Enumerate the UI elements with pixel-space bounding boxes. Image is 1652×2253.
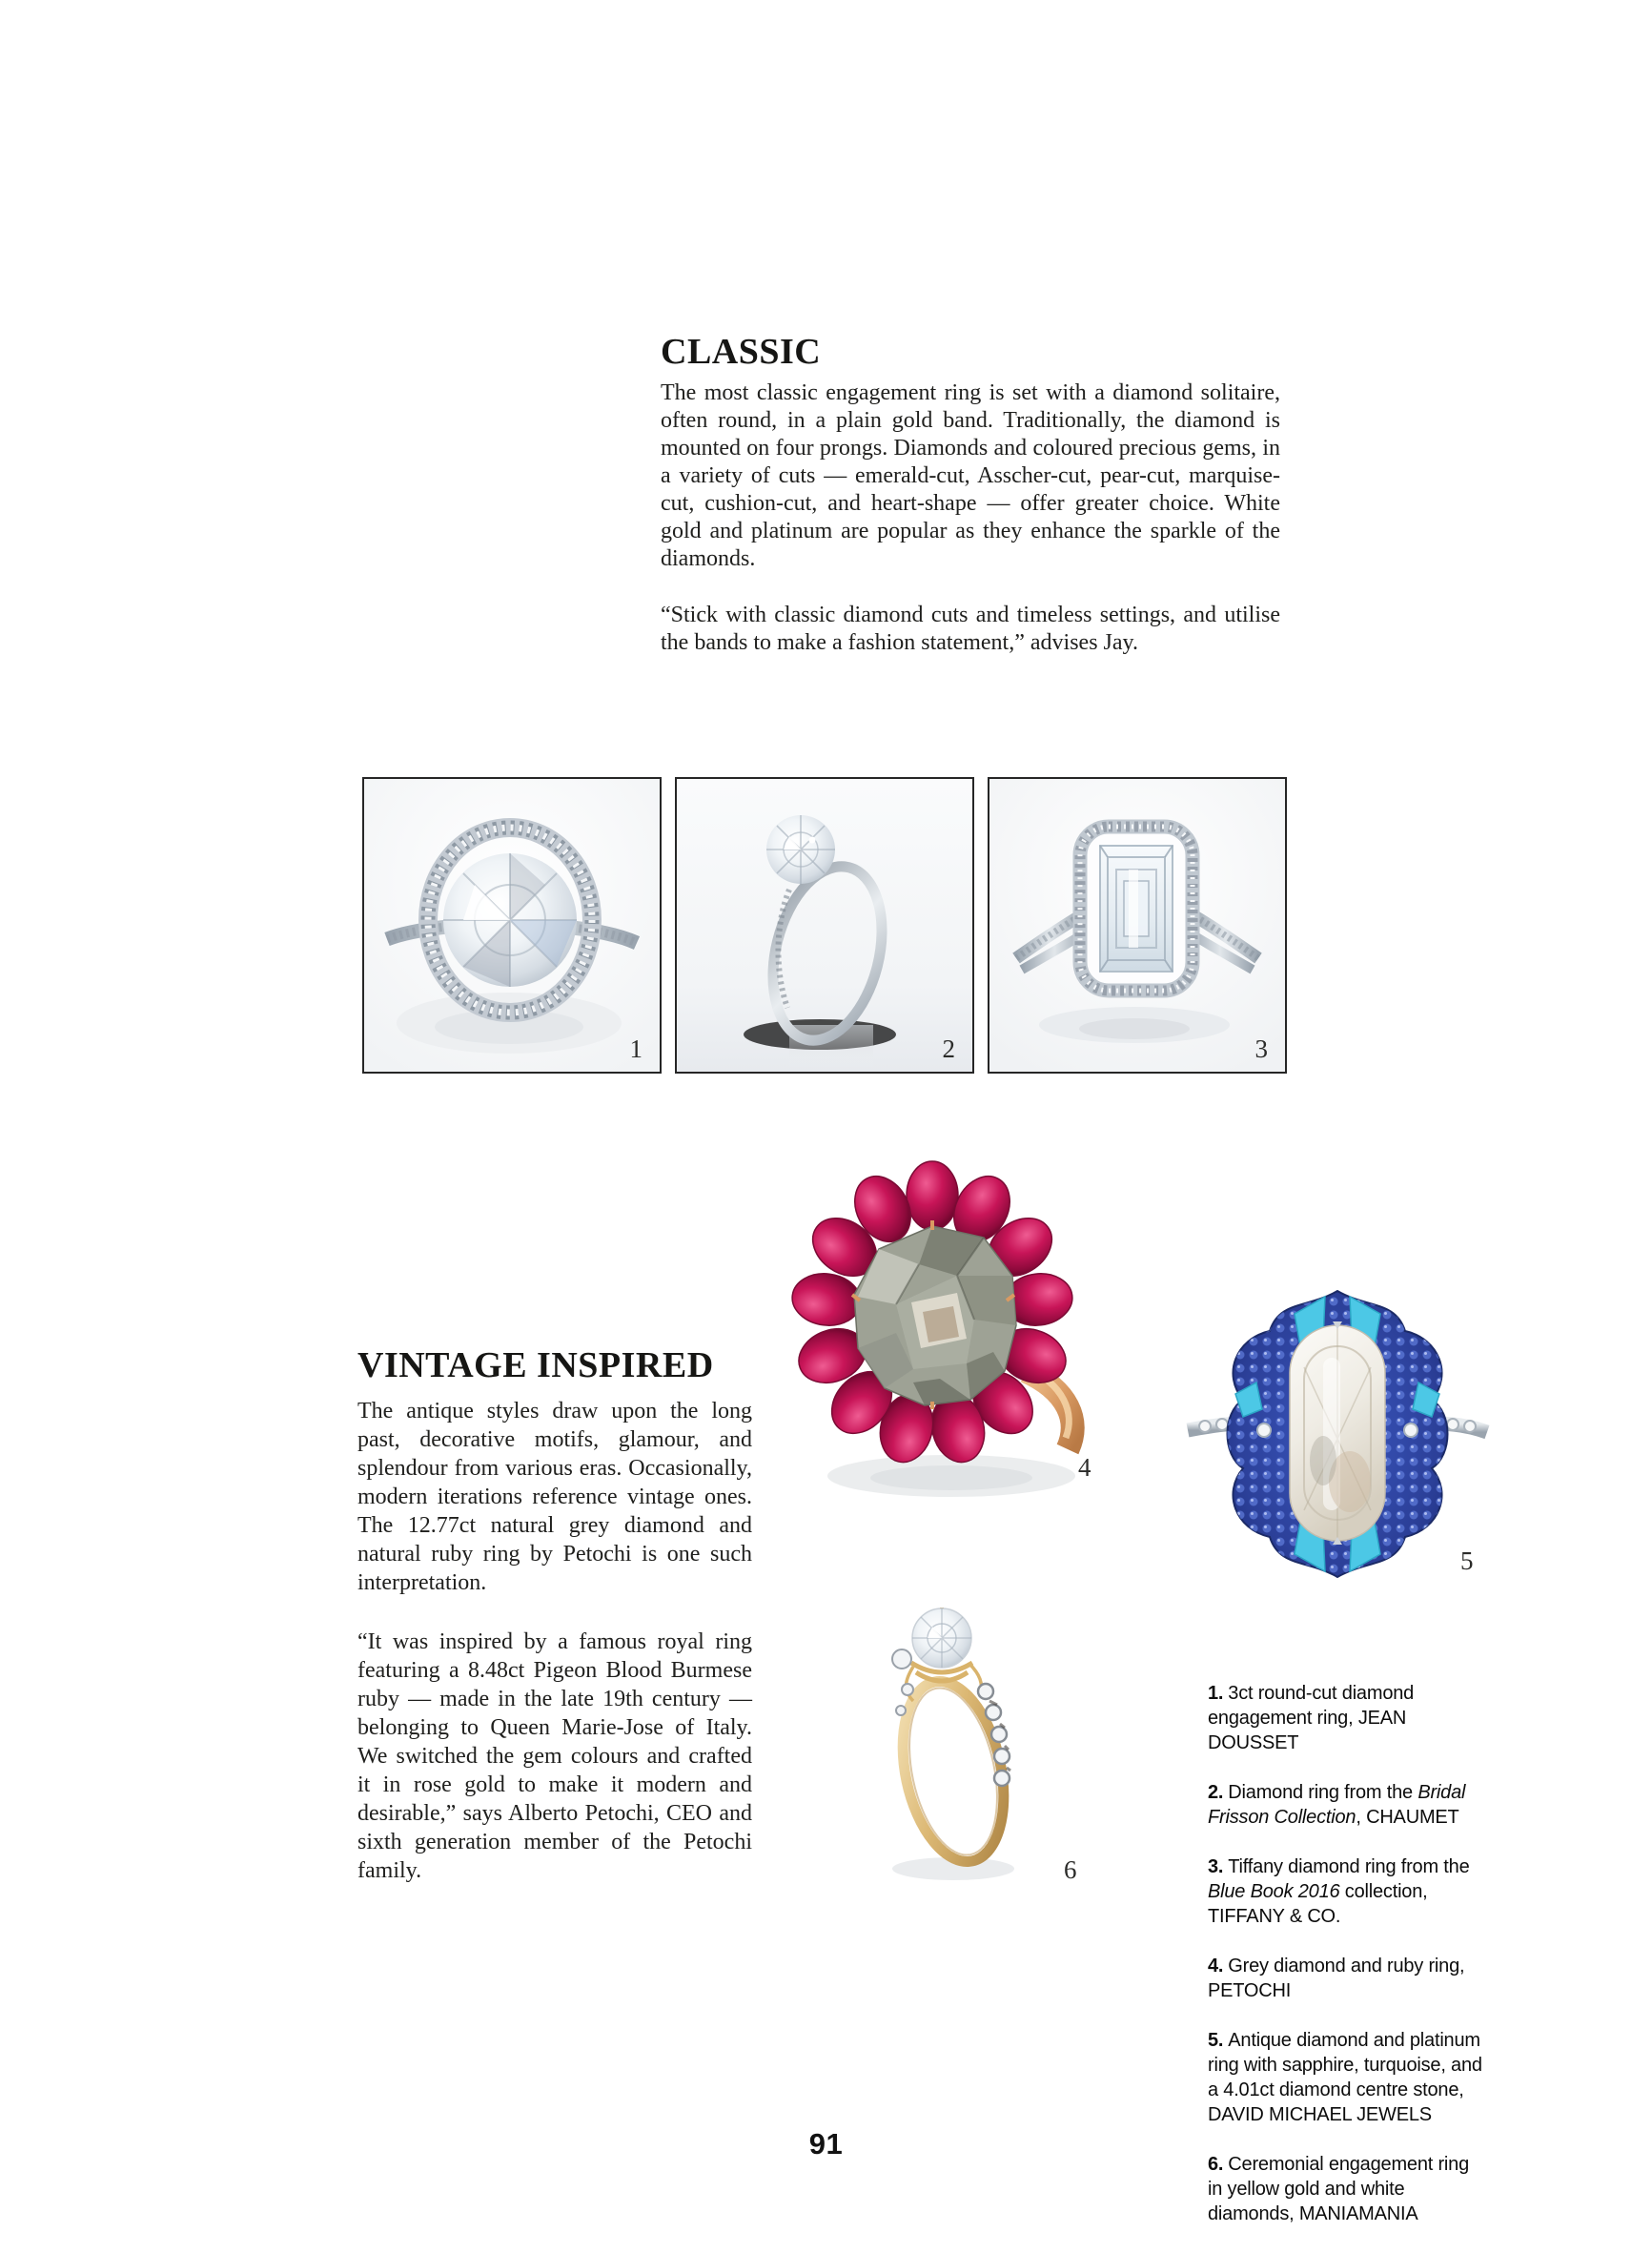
caption-2: 2. Diamond ring from the Bridal Frisson Collection, CHAUMET (1208, 1782, 1466, 1828)
caption-5: 5. Antique diamond and platinum ring with sapphire, turquoise, and a 4.01ct diamond centre stone, DAVID MICHAEL JEWELS (1208, 2030, 1482, 2125)
figure-frame-3 (988, 777, 1287, 1074)
caption-list (1208, 1681, 1488, 2251)
vintage-quote: “It was inspired by a famous royal ring featuring a 8.48ct Pigeon Blood Burmese ruby — made in the late 19th century — belonging to Queen Marie-Jose of Italy. We switched the gem colours and crafted it in rose gold to make it modern and desirable,” says Alberto Petochi, CEO and sixth generation member of the Petochi family. (357, 1629, 752, 1883)
caption-6: 6. Ceremonial engagement ring in yellow gold and white diamonds, MANIAMANIA (1208, 2154, 1470, 2224)
figure-number-2: 2 (942, 1034, 955, 1063)
figure-frame-1 (362, 777, 662, 1074)
figure-number-5: 5 (1460, 1546, 1474, 1575)
caption-3: 3. Tiffany diamond ring from the Blue Book 2016 collection, TIFFANY & CO. (1208, 1856, 1470, 1927)
figure-number-1: 1 (629, 1034, 642, 1063)
caption-4: 4. Grey diamond and ruby ring, PETOCHI (1208, 1956, 1465, 2001)
caption-1: 1. 3ct round-cut diamond engagement ring, JEAN DOUSSET (1208, 1683, 1415, 1753)
ring-photo-4 (780, 1142, 1098, 1506)
caption-1-number: 1. (1208, 1683, 1224, 1704)
classic-section (661, 334, 1280, 686)
caption-6-number: 6. (1208, 2154, 1224, 2175)
classic-body: The most classic engagement ring is set with a diamond solitaire, often round, in a plain gold band. Traditionally, the diamond is mounted on four prongs. Diamonds and coloured precious gems, in a variety of cuts — emerald-cut, Asscher-cut, pear-cut, marquise-cut, cushion-cut, and heart-shape — offer greater choice. White gold and platinum are popular as they enhance the sparkle of the diamonds. (661, 380, 1280, 571)
vintage-heading: VINTAGE INSPIRED (357, 1345, 714, 1385)
page-number: 91 (808, 2127, 844, 2161)
ring-photo-5 (1180, 1241, 1495, 1636)
caption-5-number: 5. (1208, 2030, 1224, 2051)
ring-photo-1 (364, 779, 660, 1072)
ring-photo-6 (846, 1575, 1068, 1890)
caption-2-number: 2. (1208, 1782, 1224, 1803)
ring-photo-3 (989, 779, 1285, 1072)
figure-frame-2 (675, 777, 974, 1074)
ring-photo-2 (677, 779, 972, 1072)
classic-quote: “Stick with classic diamond cuts and timeless settings, and utilise the bands to make a fashion statement,” advises Jay. (661, 603, 1280, 655)
figure-number-3: 3 (1254, 1034, 1268, 1063)
classic-heading: CLASSIC (661, 332, 822, 372)
figure-number-4: 4 (1078, 1453, 1091, 1482)
vintage-body: The antique styles draw upon the long past, decorative motifs, glamour, and splendour from various eras. Occasionally, modern iterations reference vintage ones. The 12.77ct natural grey diamond and natural ruby ring by Petochi is one such interpretation. (357, 1399, 752, 1595)
caption-3-number: 3. (1208, 1856, 1224, 1877)
caption-4-number: 4. (1208, 1956, 1224, 1976)
vintage-section (357, 1347, 752, 1915)
figure-number-6: 6 (1064, 1855, 1077, 1884)
